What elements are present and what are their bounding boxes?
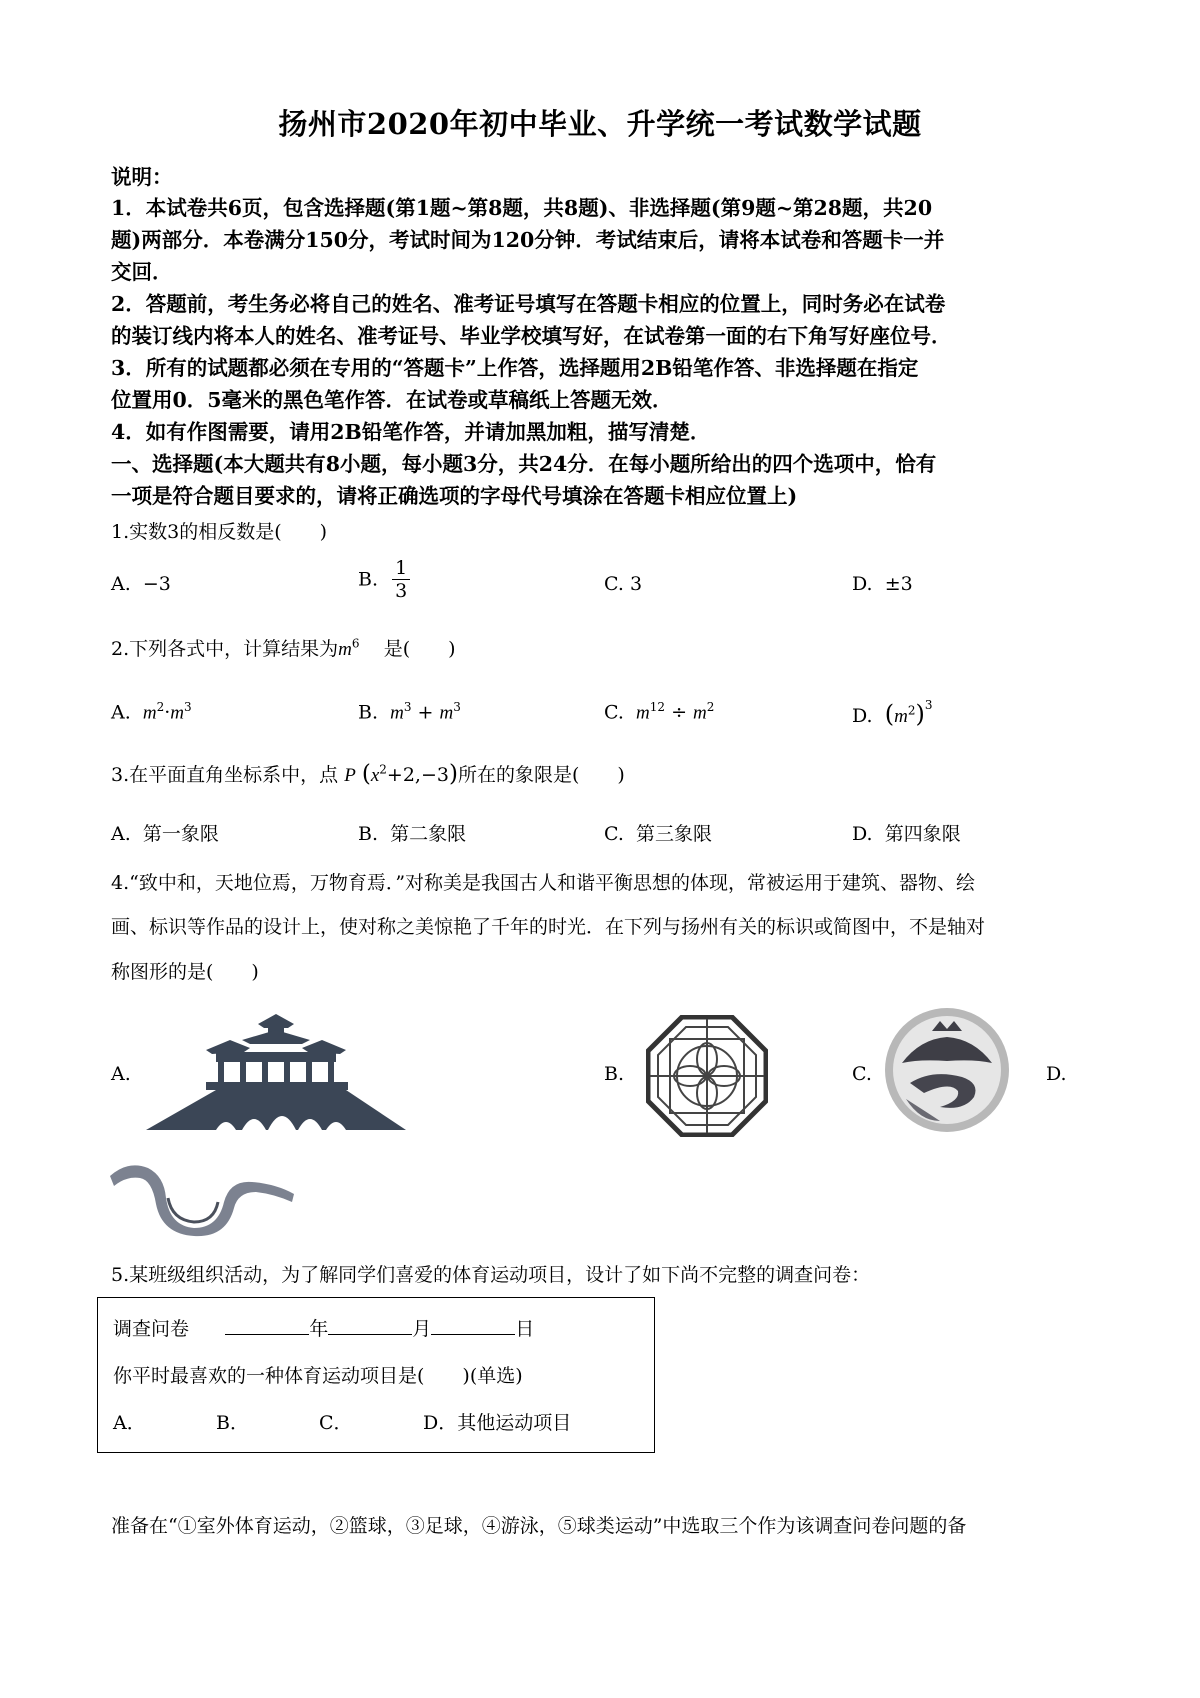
question-5-continuation: 准备在“①室外体育运动，②篮球，③足球，④游泳，⑤球类运动”中选取三个作为该调查问卷问题的备 [111, 1515, 967, 1537]
q1-option-b: B. $\frac{1}{3}$ [358, 557, 410, 602]
survey-month-blank [328, 1316, 412, 1335]
q3-option-b: B. 第二象限 [358, 823, 467, 845]
question-5-stem: 5.某班级组织活动，为了解同学们喜爱的体育运动项目，设计了如下尚不完整的调查问卷： [111, 1264, 871, 1286]
survey-year-blank [225, 1316, 309, 1335]
q4-option-a-label: A. [111, 1063, 131, 1085]
survey-option-b: B． [216, 1412, 249, 1434]
q4-figure-a-bridge-image [146, 1012, 406, 1130]
instruction-line-7: 位置用0．5毫米的黑色笔作答．在试卷或草稿纸上答题无效． [111, 388, 673, 412]
q4-option-c-label: C. [852, 1063, 872, 1085]
q4-figure-b-lattice-window-image [646, 1015, 768, 1137]
q2-option-a: A. $m^2\cdot m^3$ [111, 700, 192, 724]
page-title: 扬州市2020年初中毕业、升学统一考试数学试题 [278, 107, 922, 141]
survey-title-row: 调查问卷 年 月 日 [113, 1318, 535, 1340]
survey-question: 你平时最喜欢的一种体育运动项目是( )(单选) [113, 1365, 523, 1387]
survey-option-c: C． [319, 1412, 353, 1434]
instruction-line-6: 3．所有的试题都必须在专用的“答题卡”上作答，选择题用2B铅笔作答、非选择题在指定 [111, 356, 919, 380]
question-1-stem: 1.实数3的相反数是( ) [111, 521, 328, 543]
q1-option-d: D. ±3 [852, 573, 913, 595]
q4-figure-c-emblem-image [880, 1003, 1015, 1138]
survey-option-d: D．其他运动项目 [423, 1412, 572, 1434]
question-3-stem: 3.在平面直角坐标系中，点 P $(x^2+2,-3)$所在的象限是( ) [111, 761, 625, 787]
q4-figure-d-brush-wave-image [108, 1146, 296, 1238]
survey-day-blank [431, 1316, 515, 1335]
question-4-line-1: 4.“致中和，天地位焉，万物育焉．”对称美是我国古人和谐平衡思想的体现，常被运用于建筑、器物、绘 [111, 872, 976, 894]
q2-option-b: B. $m^3 + m^3$ [358, 700, 461, 724]
question-2-stem: 2.下列各式中，计算结果为$m^6$ 是( ) [111, 636, 456, 660]
q1-option-a: A. −3 [111, 573, 171, 595]
q1-option-c: C. 3 [604, 573, 643, 595]
instruction-line-8: 4．如有作图需要，请用2B铅笔作答，并请加黑加粗，描写清楚． [111, 420, 711, 444]
question-4-line-2: 画、标识等作品的设计上，使对称之美惊艳了千年的时光．在下列与扬州有关的标识或简图中，不是轴对 [111, 916, 986, 938]
survey-option-a: A． [113, 1412, 146, 1434]
fraction: $\frac{1}{3}$ [392, 557, 410, 602]
q3-option-c: C. 第三象限 [604, 823, 713, 845]
q3-option-a: A. 第一象限 [111, 823, 219, 845]
instruction-line-2: 题)两部分．本卷满分150分，考试时间为120分钟．考试结束后，请将本试卷和答题卡一并 [111, 228, 945, 252]
q2-option-d: D. $(m^2)^3$ [852, 697, 933, 728]
instruction-line-5: 的装订线内将本人的姓名、准考证号、毕业学校填写好，在试卷第一面的右下角写好座位号． [111, 324, 952, 348]
survey-box [97, 1297, 655, 1453]
q2-option-c: C. $m^{12} \div m^2$ [604, 700, 715, 724]
q4-option-d-label: D. [1046, 1063, 1067, 1085]
q4-option-b-label: B. [604, 1063, 625, 1085]
instruction-line-4: 2．答题前，考生务必将自己的姓名、准考证号填写在答题卡相应的位置上，同时务必在试卷 [111, 292, 946, 316]
q3-option-d: D. 第四象限 [852, 823, 961, 845]
question-4-line-3: 称图形的是( ) [111, 961, 259, 983]
section-heading-line-2: 一项是符合题目要求的，请将正确选项的字母代号填涂在答题卡相应位置上) [111, 484, 798, 508]
section-heading-line-1: 一、选择题(本大题共有8小题，每小题3分，共24分．在每小题所给出的四个选项中，恰有 [111, 452, 937, 476]
instruction-line-3: 交回． [111, 260, 173, 284]
instruction-line-1: 1．本试卷共6页，包含选择题(第1题~第8题，共8题)、非选择题(第9题~第28题，共20 [111, 196, 933, 220]
instructions-heading: 说明： [111, 165, 173, 189]
